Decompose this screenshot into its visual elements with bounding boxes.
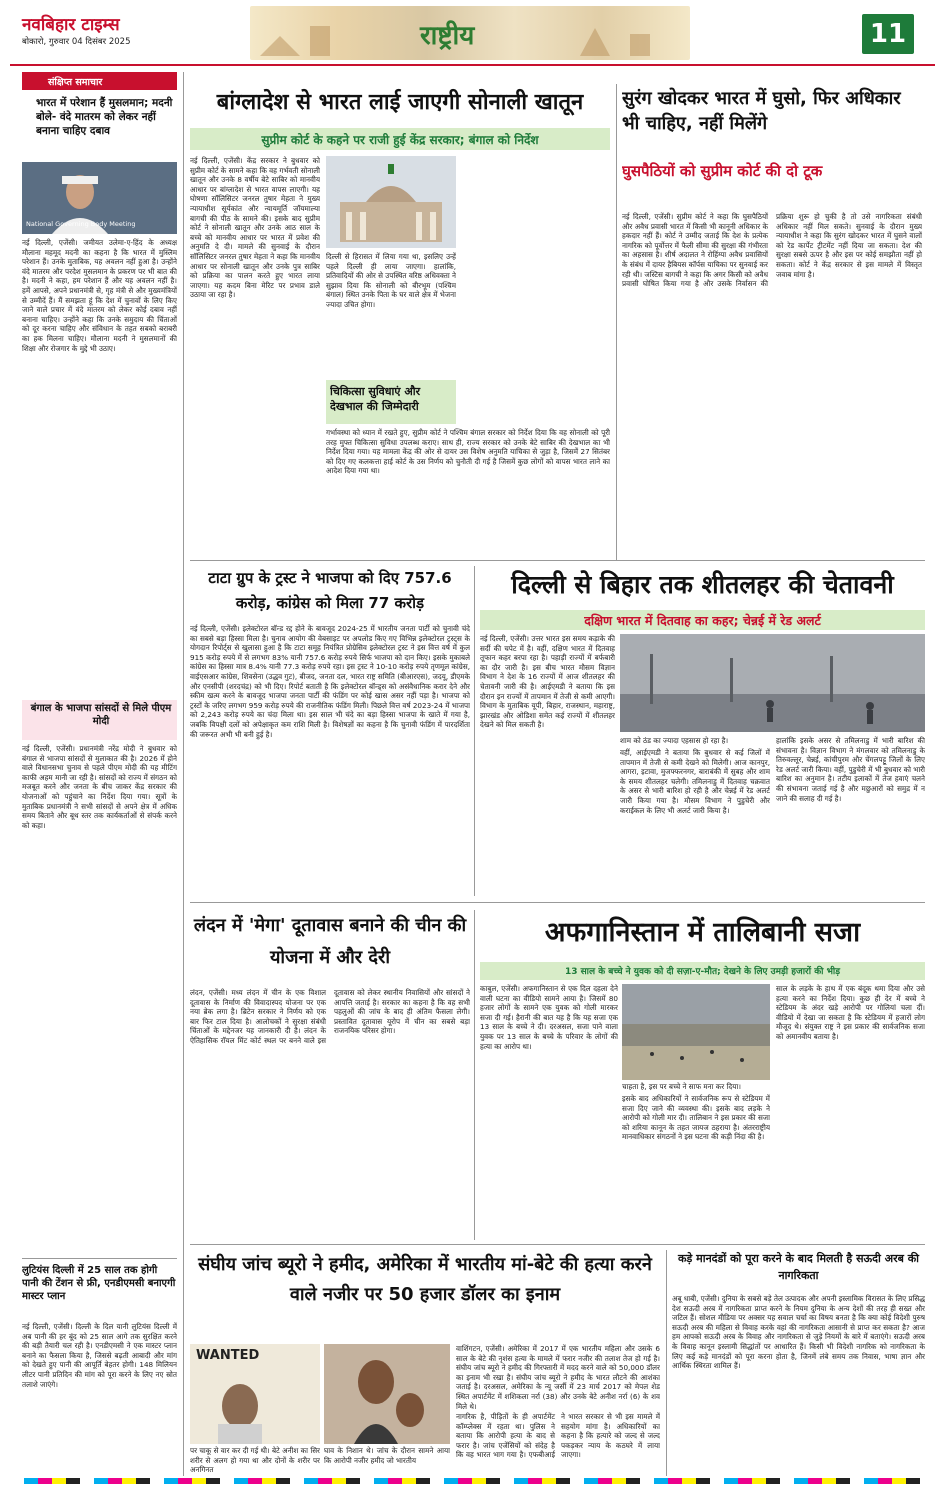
fbi-photo2-caption: घाव के निशान थे। जांच के दौरान सामने आया कि आरोपी नजीर हमीद जो भारतीय <box>324 1446 450 1465</box>
registration-bars <box>24 1478 924 1484</box>
infiltrators-headline: सुरंग खोदकर भारत में घुसो, फिर अधिकार भी चाहिए, नहीं मिलेंगे <box>622 88 901 134</box>
supreme-court-photo <box>326 156 456 248</box>
stadium-photo <box>622 984 770 1080</box>
wanted-poster-photo <box>190 1344 320 1444</box>
taliban-body-col2: इसके बाद अधिकारियों ने सार्वजनिक रूप से स्टेडियम में सजा दिए जाने की व्यवस्था की। इसके बाद लड़के ने आरोपी को गोली मार दी। तालिबान ने इस प्रकार की सजा को शरिया कानून के तहत जायज ठहराया है। अंतरराष्ट्रीय मानवाधिकार संगठनों ने इस घटना की कड़ी निंदा की है। <box>622 1094 770 1142</box>
london-rule <box>474 910 475 1240</box>
london-headline: लंदन में 'मेगा' दूतावास बनाने की चीन की योजना में और देरी <box>193 915 467 968</box>
wanted-label: WANTED <box>196 1348 260 1363</box>
sidebar-column-rule <box>183 72 184 1476</box>
coldwave-subheadline: दक्षिण भारत में दितवाह का कहर; चेन्नई में रेड अलर्ट <box>584 613 821 628</box>
bangladesh-body-col1: नई दिल्ली, एजेंसी। केंद्र सरकार ने बुधवार को सुप्रीम कोर्ट के सामने कहा कि वह गर्भवती सोनाली खातून और उनके 8 वर्षीय बेटे साबिर को मानवीय आधार पर बांग्लादेश से भारत वापस लाएगी। यह घोषणा सॉलिसिटर जनरल तुषार मेहता ने मुख्य न्यायाधीश सूर्यकांत और न्यायमूर्ति जॉयमाल्या बागची की पीठ के सामने की। इसके बाद सुप्रीम कोर्ट ने सोनाली खातून और उनके आठ साल के बच्चे को मानवीय आधार पर भारत में प्रवेश की अनुमति दे दी। मामले की सुनवाई के दौरान सॉलिसिटर जनरल तुषार मेहता ने कहा कि मानवीय आधार पर सोनाली खातून और उनके पुत्र साबिर को प्रक्रिया का पालन करते हुए भारत लाया जाएगा। यह कदम बिना मेरिट पर प्रभाव डाले उठाया जा रहा है। <box>190 156 320 300</box>
taliban-photo-caption: चाहता है, इस पर बच्चे ने साफ मना कर दिया। <box>622 1082 741 1091</box>
sidebar-header <box>22 72 177 90</box>
paper-name: नवबिहार टाइम्स <box>22 15 120 35</box>
sidebar-story3-headline: लुटियंस दिल्ली में 25 साल तक होगी पानी की टेंशन से फ्री, एनडीएमसी बनाएगी मास्टर प्लान <box>22 1265 176 1302</box>
bangladesh-body-col3: गर्भावस्था को ध्यान में रखते हुए, सुप्रीम कोर्ट ने पश्चिम बंगाल सरकार को निर्देश दिया कि वह सोनाली को पूरी तरह मुफ्त चिकित्सा सुविधा उपलब्ध कराए। साथ ही, राज्य सरकार को उनके बेटे साबिर की देखभाल का भी निर्देश दिया गया। यह मामला केंद्र की ओर से दायर उस विशेष अनुमति याचिका से जुड़ा है, जिसमें 27 सितंबर को दिए गए कलकत्ता हाई कोर्ट के उस निर्णय को चुनौती दी गई है जिसमें कुछ लोगों को वापस भारत लाने का आदेश दिया गया था। <box>326 428 610 476</box>
tata-rule <box>474 566 475 896</box>
coldwave-photo <box>620 634 925 732</box>
victims-photo <box>324 1344 450 1444</box>
bangladesh-body-col2: दिल्ली से हिरासत में लिया गया था, इसलिए उन्हें पहले दिल्ली ही लाया जाएगा। हालांकि, प्रतिवादियों की ओर से उपस्थित वरिष्ठ अधिवक्ता ने सुझाव दिया कि सोनाली को बीरभूम (पश्चिम बंगाल) स्थित उनके पिता के घर वाले क्षेत्र में भेजना ज्यादा उचित होगा। <box>326 252 456 309</box>
stadium-crowd-icon <box>622 984 770 1080</box>
section-title: राष्ट्रीय <box>420 21 475 51</box>
fbi-headline: संघीय जांच ब्यूरो ने हमीद, अमेरिका में भारतीय मां-बेटे की हत्या करने वाले नजीर पर 50 हजार डॉलर का इनाम <box>198 1254 652 1305</box>
coldwave-body-col2: वहीं, आईएमडी ने बताया कि बुधवार से कई जिलों में तापमान में तेजी से कमी देखने को मिलेगी। आज कानपुर, आगरा, इटावा, मुजफ्फरनगर, बाराबंकी में सुबह और शाम के समय शीतलहर चलेगी। तमिलनाडु में दितवाह चक्रवात के असर से भारी बारिश हो रही है और चेन्नई में रेड अलर्ट जारी किया गया है। मौसम विभाग ने पुडुचेरी और कराईकल के लिए भी अलर्ट जारी किया है। <box>620 748 770 815</box>
coldwave-body-col3: हालांकि इसके असर से तमिलनाडु में भारी बारिश की संभावना है। विज्ञान विभाग ने मंगलवार को तमिलनाडु के तिरुवल्लूर, चेन्नई, कांचीपुरम और चेंगलपट्टू जिलों के लिए रेड अलर्ट जारी किया। वहीं, पुडुचेरी में भी बुधवार को भारी बारिश का अनुमान है। तटीय इलाकों में तेज हवाएं चलने की संभावना जताई गई है और मछुआरों को समुद्र में न जाने की सलाह दी गई है। <box>776 736 925 803</box>
sidebar-story2-body: नई दिल्ली, एजेंसी। प्रधानमंत्री नरेंद्र मोदी ने बुधवार को बंगाल से भाजपा सांसदों से मुलाकात की है। 2026 में होने वाले विधानसभा चुनाव से पहले पीएम मोदी की यह मीटिंग काफी अहम मानी जा रही है। सांसदों को राज्य में संगठन को मजबूत करने और जनता के बीच जाकर केंद्र सरकार की योजनाओं को पहुंचाने का निर्देश दिया गया। सूत्रों के मुताबिक प्रधानमंत्री ने सभी सांसदों से अपने क्षेत्र में अधिक समय बिताने और बूथ स्तर तक कार्यकर्ताओं से संपर्क करने को कहा। <box>22 744 177 830</box>
taliban-body-col1: काबुल, एजेंसी। अफगानिस्तान से एक दिल दहला देने वाली घटना का वीडियो सामने आया है। जिसमें 80 हजार लोगों के सामने एक युवक को गोली मारकर सजा दी गई। हैरानी की बात यह है कि यह सजा एक 13 साल के बच्चे ने दी। दरअसल, सजा पाने वाला युवक पर 13 साल के बच्चे के परिवार के लोगों की हत्या का आरोप था। <box>480 984 618 1051</box>
fbi-body-col1: वाशिंगटन, एजेंसी। अमेरिका में 2017 में एक भारतीय महिला और उसके 6 साल के बेटे की नृशंस हत्या के मामले में फरार नजीर की तलाश तेज हो गई है। संघीय जांच ब्यूरो ने हमीद की गिरफ्तारी में मदद करने वाले को 50,000 डॉलर का इनाम भी रखा है। संघीय जांच ब्यूरो ने हमीद के भारत लौटने की आशंका जताई है। दरअसल, अमेरिका के न्यू जर्सी में 23 मार्च 2017 को मेपल शेड स्थित अपार्टमेंट में शशिकला नर्रा (38) और उनके बेटे अनीश नर्रा (6) के शव मिले थे। <box>456 1344 660 1410</box>
infiltrators-body: नई दिल्ली, एजेंसी। सुप्रीम कोर्ट ने कहा कि घुसपैठियों और अवैध प्रवासी भारत में किसी भी कानूनी अधिकार के हकदार नहीं हैं। कोर्ट ने उम्मीद जताई कि देश के प्रत्येक नागरिक को पूर्वोत्तर में फैली सीमा की सुरक्षा की गंभीरता का अहसास है। शीर्ष अदालत ने रोहिंग्या अवैध प्रवासियों के संबंध में दायर हैबियस कॉर्पस याचिका पर सुनवाई कर रही थी। जस्टिस बागची ने कहा कि अगर किसी को अवैध प्रवासी घोषित किया गया है और उसके निर्वासन की प्रक्रिया शुरू हो चुकी है तो उसे नागरिकता संबंधी अधिकार नहीं मिल सकते। सुनवाई के दौरान मुख्य न्यायाधीश ने कहा कि सुरंग खोदकर भारत में घुसने वालों को रेड कार्पेट ट्रीटमेंट नहीं दिया जा सकता। देश की सुरक्षा सबसे ऊपर है और इस पर कोई समझौता नहीं हो सकता। कोर्ट ने केंद्र सरकार से इस मामले में विस्तृत जवाब मांगा है। <box>622 212 922 289</box>
sidebar-divider <box>22 1258 177 1259</box>
london-body: लंदन, एजेंसी। मध्य लंदन में चीन के एक विशाल दूतावास के निर्माण की विवादास्पद योजना पर एक नया ब्रेक लगा है। ब्रिटेन सरकार ने निर्णय को एक बार फिर टाल दिया है। आलोचकों ने सुरक्षा संबंधी चिंताओं के मद्देनजर यह जानकारी दी है। लंदन के ऐतिहासिक रॉयल मिंट कोर्ट स्थल पर बनने वाले इस दूतावास को लेकर स्थानीय निवासियों और सांसदों ने आपत्ति जताई है। सरकार का कहना है कि वह सभी पहलुओं की जांच के बाद ही अंतिम फैसला लेगी। प्रस्तावित दूतावास यूरोप में चीन का सबसे बड़ा राजनयिक परिसर होगा। <box>190 988 470 1045</box>
sidebar-story1-headline: भारत में परेशान हैं मुसलमान; मदनी बोले- वंदे मातरम को लेकर नहीं बनाना चाहिए दबाव <box>36 97 173 137</box>
row1-divider <box>190 560 925 561</box>
row3-divider <box>190 1244 925 1245</box>
coldwave-photo-caption: शाम को ठंड का ज्यादा एहसास हो रहा है। <box>620 736 729 745</box>
bangladesh-subbox: चिकित्सा सुविधाएं और देखभाल की जिम्मेदारी <box>330 385 421 413</box>
tata-body: नई दिल्ली, एजेंसी। इलेक्टोरल बॉन्ड रद्द होने के बावजूद 2024-25 में भारतीय जनता पार्टी को चुनावी चंदे का सबसे बड़ा हिस्सा मिला है। चुनाव आयोग की वेबसाइट पर अपलोड किए गए विभिन्न इलेक्टोरल ट्रस्ट्स के योगदान रिपोर्ट्स से खुलासा हुआ है कि टाटा समूह नियंत्रित प्रोग्रेसिव इलेक्टोरल ट्रस्ट ने इस वित्त वर्ष में कुल 915 करोड़ रुपये में से लगभग 83% यानी 757.6 करोड़ रुपये सिर्फ भाजपा को दान किए। इसके मुकाबले कांग्रेस का हिस्सा मात्र 8.4% यानी 77.3 करोड़ रुपये रहा। इस ट्रस्ट ने 10-10 करोड़ रुपये तृणमूल कांग्रेस, वाईएसआर कांग्रेस, शिवसेना (उद्धव गुट), बीजद, जनता दल, भारत राष्ट्र समिति (बीआरएस), जदयू, डीएमके और एनसीपी (शरदचंद्र) को भी दिए। रिपोर्ट बताती है कि इलेक्टोरल बॉन्ड्स को असंवैधानिक करार देने और स्कीम खत्म करने के बावजूद भाजपा जनता पार्टी की फंडिंग पर कोई खास असर नहीं पड़ा है। भाजपा को ट्रस्टों के जरिए लगभग 959 करोड़ रुपये की राजनीतिक फंडिंग मिली। पिछले वित्त वर्ष 2023-24 में भाजपा को 2,243 करोड़ रुपये का चंदा मिला था। इस साल भी चंदे का बड़ा हिस्सा भाजपा के खाते में गया है, जबकि विपक्षी दलों को अपेक्षाकृत कम राशि मिली है। विशेषज्ञों का कहना है कि चुनावी फंडिंग में पारदर्शिता की जरूरत अभी भी बनी हुई है। <box>190 624 470 739</box>
page-number: 11 <box>862 14 914 54</box>
coldwave-headline: दिल्ली से बिहार तक शीतलहर की चेतावनी <box>511 570 894 599</box>
banner-illustration <box>250 6 690 60</box>
sidebar-story1-photo <box>22 162 177 234</box>
taliban-body-col3: साल के लड़के के हाथ में एक बंदूक थमा दिया और उसे हत्या करने का निर्देश दिया। कुछ ही देर में बच्चे ने स्टेडियम के अंदर खड़े आरोपी पर गोलियां चला दीं। वीडियो में देखा जा सकता है कि स्टेडियम में हजारों लोग मौजूद थे। संयुक्त राष्ट्र ने इस प्रकार की सार्वजनिक सजा को अमानवीय बताया है। <box>776 984 925 1041</box>
taliban-headline: अफगानिस्तान में तालिबानी सजा <box>544 917 861 948</box>
bangladesh-rule <box>616 84 617 560</box>
fbi-rule <box>666 1250 667 1476</box>
infiltrators-subheadline: घुसपैठियों को सुप्रीम कोर्ट की दो टूक <box>622 162 823 180</box>
taliban-subheadline: 13 साल के बच्चे ने युवक को दी सज़ा-ए-मौत; देखने के लिए उमड़ी हजारों की भीड़ <box>564 967 841 977</box>
bangladesh-subheadline: सुप्रीम कोर्ट के कहने पर राजी हुई केंद्र सरकार; बंगाल को निर्देश <box>261 133 539 147</box>
woman-child-portrait-icon <box>324 1344 450 1444</box>
sidebar-photo-caption: National Governing Body Meeting <box>26 220 136 228</box>
fbi-photo1-caption: पर चाकू से वार कर दी गई थी। बेटे अनीश का सिर शरीर से अलग हो गया था और दोनों के शरीर पर अनगिनत <box>190 1446 320 1475</box>
sidebar <box>22 72 177 1476</box>
sidebar-story3-body: नई दिल्ली, एजेंसी। दिल्ली के दिल यानी लुटियंस दिल्ली में अब पानी की हर बूंद को 25 साल आगे तक सुरक्षित करने की बड़ी तैयारी चल रही है। एनडीएमसी ने एक मास्टर प्लान बनाने का फैसला किया है, जिससे बढ़ती आबादी और मांग को देखते हुए पानी की आपूर्ति बेहतर होगी। 148 मिलियन लीटर पानी प्रतिदिन की मांग को पूरा करने के लिए नए स्रोत तलाशे जाएंगे। <box>22 1322 177 1389</box>
fbi-body-col2: नागरिक है, पीड़ितों के ही अपार्टमेंट कॉम्प्लेक्स में रहता था। पुलिस ने बताया कि आरोपी हत्या के बाद से फरार है। जांच एजेंसियों को संदेह है कि वह भारत भाग गया है। एफबीआई ने भारत सरकार से भी इस मामले में सहयोग मांगा है। अधिकारियों का कहना है कि हत्यारे को जल्द से जल्द पकड़कर न्याय के कठघरे में लाया जाएगा। <box>456 1412 660 1460</box>
coldwave-body-col1: नई दिल्ली, एजेंसी। उत्तर भारत इस समय कड़ाके की सर्दी की चपेट में है। वहीं, दक्षिण भारत में दितवाह तूफान कहर बरपा रहा है। पहाड़ी राज्यों में बर्फबारी का दौर जारी है। इस बीच भारत मौसम विज्ञान विभाग ने देश के 16 राज्यों में आज शीतलहर की चेतावनी जारी की है। आईएमडी ने बताया कि इस दौरान इन राज्यों में तापमान में तेजी से कमी आएगी। विभाग के मुताबिक यूपी, बिहार, राजस्थान, महाराष्ट्र, झारखंड और ओडिशा समेत कई राज्यों में शीतलहर देखने को मिल सकती है। <box>480 634 615 730</box>
saudi-body: अबू धाबी, एजेंसी। दुनिया के सबसे बड़े तेल उत्पादक और अपनी इस्लामिक विरासत के लिए प्रसिद्ध देश सऊदी अरब में नागरिकता प्राप्त करने के नियम दुनिया के अन्य देशों की तरह ही सख्त और जटिल हैं। सोशल मीडिया पर अक्सर यह सवाल चर्चा का विषय बनता है कि क्या कोई विदेशी पुरुष सऊदी अरब की महिला से विवाह करके वहां की नागरिकता आसानी से प्राप्त कर सकता है? आज हम आपको सऊदी अरब के विवाह और नागरिकता से जुड़े नियमों के बारे में बताएंगे। सऊदी अरब के विवाह कानून इस्लामी सिद्धांतों पर आधारित हैं। किसी भी विदेशी नागरिक को नागरिकता के लिए कई कड़े मानदंडों को पूरा करना होता है, जिनमें लंबे समय तक निवास, भाषा ज्ञान और आर्थिक स्थिरता शामिल हैं। <box>672 1294 925 1371</box>
row2-divider <box>190 902 925 903</box>
bangladesh-headline: बांग्लादेश से भारत लाई जाएगी सोनाली खातून <box>216 90 584 115</box>
tata-headline: टाटा ग्रुप के ट्रस्ट ने भाजपा को दिए 757.6 करोड़, कांग्रेस को मिला 77 करोड़ <box>208 569 452 612</box>
supreme-court-building-icon <box>326 156 456 248</box>
saudi-headline: कड़े मानदंडों को पूरा करने के बाद मिलती है सऊदी अरब की नागरिकता <box>677 1252 919 1282</box>
sidebar-header-label: संक्षिप्त समाचार <box>48 77 103 88</box>
sidebar-story2-headline: बंगाल के भाजपा सांसदों से मिले पीएम मोदी <box>30 703 172 727</box>
dateline: बोकारो, गुरुवार 04 दिसंबर 2025 <box>22 37 131 47</box>
foggy-street-icon <box>620 634 925 732</box>
masthead-rule <box>10 64 935 66</box>
masthead <box>0 0 945 66</box>
sidebar-story1-body: नई दिल्ली, एजेंसी। जमीयत उलेमा-ए-हिंद के अध्यक्ष मौलाना महमूद मदनी का कहना है कि भारत में मुस्लिम परेशान हैं। उनके मुताबिक, यह अवलन नहीं हुआ है। उन्होंने वंदे मातरम और परदेश मुसलमान के प्रकरण पर भी बात की है। मदनी ने कहा, हम परेशान हैं और यह अवलन नहीं है। हमें आपसे, अपने प्रधानमंत्री से, गृह मंत्री से और मुख्यमंत्रियों से उम्मीदें हैं। मैं समझता हूं कि देश में चुनावों के लिए किए जाने वाले प्रचार में वंदे मातरम को लेकर कोई दबाव नहीं बनाना चाहिए। उन्होंने कहा कि उनके समुदाय की चिंताओं को दूर करना चाहिए और संविधान के तहत सबको बराबरी का हक मिलना चाहिए। मौलाना मदनी ने मुसलमानों की शिक्षा और रोजगार के मुद्दे भी उठाए। <box>22 238 177 353</box>
